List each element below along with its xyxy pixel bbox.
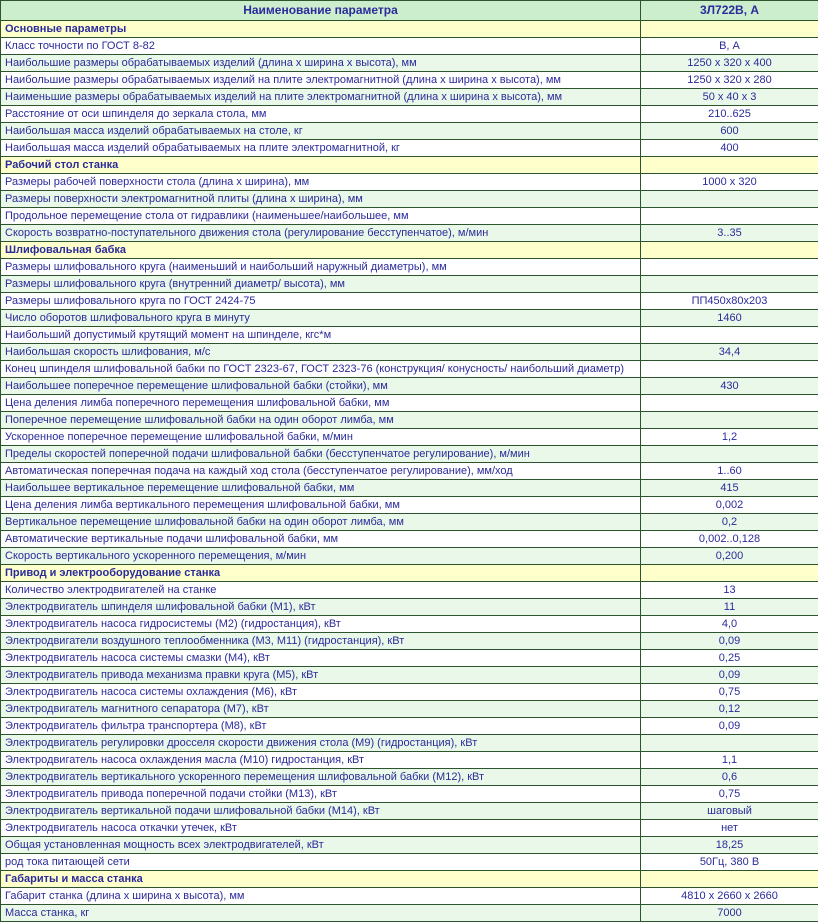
param-value-cell: 11: [641, 599, 818, 616]
param-value-cell: 50Гц, 380 В: [641, 854, 818, 871]
param-name-cell: Наибольшая масса изделий обрабатываемых на плите электромагнитной, кг: [1, 140, 641, 157]
param-name-cell: Размеры шлифовального круга (внутренний диаметр/ высота), мм: [1, 276, 641, 293]
param-name-cell: Габарит станка (длина х ширина х высота), мм: [1, 888, 641, 905]
param-name-cell: Электродвигатель насоса откачки утечек, кВт: [1, 820, 641, 837]
table-row: [1, 208, 818, 225]
param-value-cell: [641, 259, 818, 276]
param-name-cell: Электродвигатель регулировки дросселя скорости движения стола (М9) (гидростанция), кВт: [1, 735, 641, 752]
param-value-cell: 4810 х 2660 х 2660: [641, 888, 818, 905]
column-header-parameter-name: Наименование параметра: [1, 1, 641, 21]
param-value-cell: [641, 327, 818, 344]
table-row: [1, 463, 818, 480]
table-row: [1, 905, 818, 922]
table-row: [1, 514, 818, 531]
param-value-cell: 0,75: [641, 786, 818, 803]
param-value-cell: 0,6: [641, 769, 818, 786]
table-row: [1, 89, 818, 106]
specs-table-body: [1, 21, 818, 922]
param-name-cell: Класс точности по ГОСТ 8-82: [1, 38, 641, 55]
param-name-cell: Электродвигатель насоса системы смазки (М4), кВт: [1, 650, 641, 667]
specs-table-header: [1, 1, 818, 21]
param-value-cell: 34,4: [641, 344, 818, 361]
param-value-cell: 0,200: [641, 548, 818, 565]
param-name-cell: Размеры рабочей поверхности стола (длина х ширина), мм: [1, 174, 641, 191]
table-row: [1, 718, 818, 735]
param-value-cell: 0,002: [641, 497, 818, 514]
param-value-cell: ПП450х80х203: [641, 293, 818, 310]
table-row: [1, 735, 818, 752]
param-value-cell: 400: [641, 140, 818, 157]
table-row: [1, 854, 818, 871]
param-value-cell: 0,002..0,128: [641, 531, 818, 548]
param-name-cell: Размеры шлифовального круга (наименьший и наибольший наружный диаметры), мм: [1, 259, 641, 276]
param-name-cell: Наибольшая масса изделий обрабатываемых на столе, кг: [1, 123, 641, 140]
param-name-cell: Наибольший допустимый крутящий момент на шпинделе, кгс*м: [1, 327, 641, 344]
param-name-cell: Количество электродвигателей на станке: [1, 582, 641, 599]
param-value-cell: 0,09: [641, 633, 818, 650]
section-title: Основные параметры: [1, 21, 641, 38]
table-row: [1, 803, 818, 820]
param-value-cell: [641, 735, 818, 752]
param-value-cell: шаговый: [641, 803, 818, 820]
param-name-cell: Размеры шлифовального круга по ГОСТ 2424-75: [1, 293, 641, 310]
param-name-cell: Ускоренное поперечное перемещение шлифовальной бабки, м/мин: [1, 429, 641, 446]
param-name-cell: Наибольшая скорость шлифования, м/с: [1, 344, 641, 361]
param-value-cell: [641, 446, 818, 463]
param-name-cell: Размеры поверхности электромагнитной плиты (длина х ширина), мм: [1, 191, 641, 208]
param-name-cell: Вертикальное перемещение шлифовальной бабки на один оборот лимба, мм: [1, 514, 641, 531]
param-name-cell: Расстояние от оси шпинделя до зеркала стола, мм: [1, 106, 641, 123]
table-row: [1, 446, 818, 463]
param-value-cell: 1250 х 320 х 280: [641, 72, 818, 89]
table-row: [1, 616, 818, 633]
table-row: [1, 599, 818, 616]
param-name-cell: Наибольшие размеры обрабатываемых изделий (длина х ширина х высота), мм: [1, 55, 641, 72]
param-name-cell: Электродвигатель насоса гидросистемы (М2) (гидростанция), кВт: [1, 616, 641, 633]
param-name-cell: Цена деления лимба вертикального перемещения шлифовальной бабки, мм: [1, 497, 641, 514]
param-name-cell: Электродвигатель привода механизма правки круга (М5), кВт: [1, 667, 641, 684]
table-row: [1, 106, 818, 123]
param-name-cell: Наименьшие размеры обрабатываемых изделий на плите электромагнитной (длина х ширина х высота), мм: [1, 89, 641, 106]
param-name-cell: Поперечное перемещение шлифовальной бабки на один оборот лимба, мм: [1, 412, 641, 429]
section-title: Шлифовальная бабка: [1, 242, 641, 259]
param-name-cell: Скорость вертикального ускоренного перемещения, м/мин: [1, 548, 641, 565]
section-row: [1, 157, 818, 174]
param-value-cell: 430: [641, 378, 818, 395]
param-name-cell: Электродвигатель магнитного сепаратора (М7), кВт: [1, 701, 641, 718]
param-name-cell: Наибольшее вертикальное перемещение шлифовальной бабки, мм: [1, 480, 641, 497]
table-row: [1, 174, 818, 191]
section-row: [1, 242, 818, 259]
param-value-cell: 0,09: [641, 667, 818, 684]
table-row: [1, 480, 818, 497]
param-name-cell: Автоматические вертикальные подачи шлифовальной бабки, мм: [1, 531, 641, 548]
table-row: [1, 633, 818, 650]
table-row: [1, 225, 818, 242]
param-value-cell: [641, 191, 818, 208]
param-value-cell: 1,1: [641, 752, 818, 769]
table-row: [1, 837, 818, 854]
section-row: [1, 871, 818, 888]
param-name-cell: Электродвигатель вертикального ускоренного перемещения шлифовальной бабки (М12), кВт: [1, 769, 641, 786]
table-row: [1, 327, 818, 344]
table-row: [1, 752, 818, 769]
table-row: [1, 650, 818, 667]
param-name-cell: Электродвигатель насоса охлаждения масла (М10) гидростанция, кВт: [1, 752, 641, 769]
param-name-cell: род тока питающей сети: [1, 854, 641, 871]
table-row: [1, 344, 818, 361]
table-row: [1, 191, 818, 208]
param-value-cell: [641, 208, 818, 225]
section-title: Рабочий стол станка: [1, 157, 641, 174]
table-row: [1, 548, 818, 565]
param-value-cell: 13: [641, 582, 818, 599]
param-value-cell: 4,0: [641, 616, 818, 633]
table-row: [1, 701, 818, 718]
param-name-cell: Электродвигатель насоса системы охлаждения (М6), кВт: [1, 684, 641, 701]
param-name-cell: Электродвигатель привода поперечной подачи стойки (М13), кВт: [1, 786, 641, 803]
param-value-cell: 1460: [641, 310, 818, 327]
table-row: [1, 429, 818, 446]
section-title-spacer: [641, 871, 818, 888]
table-row: [1, 55, 818, 72]
table-row: [1, 684, 818, 701]
param-name-cell: Скорость возвратно-поступательного движения стола (регулирование бесступенчатое), м/мин: [1, 225, 641, 242]
table-row: [1, 38, 818, 55]
param-value-cell: 3..35: [641, 225, 818, 242]
param-value-cell: В, А: [641, 38, 818, 55]
header-row: [1, 1, 818, 21]
table-row: [1, 531, 818, 548]
table-row: [1, 888, 818, 905]
param-value-cell: 0,09: [641, 718, 818, 735]
param-value-cell: 415: [641, 480, 818, 497]
param-value-cell: 0,25: [641, 650, 818, 667]
param-value-cell: 210..625: [641, 106, 818, 123]
section-title-spacer: [641, 565, 818, 582]
section-title: Привод и электрооборудование станка: [1, 565, 641, 582]
table-row: [1, 140, 818, 157]
param-name-cell: Электродвигатель вертикальной подачи шлифовальной бабки (М14), кВт: [1, 803, 641, 820]
param-value-cell: 1000 х 320: [641, 174, 818, 191]
param-value-cell: 1250 х 320 х 400: [641, 55, 818, 72]
section-title: Габариты и масса станка: [1, 871, 641, 888]
table-row: [1, 310, 818, 327]
table-row: [1, 123, 818, 140]
section-row: [1, 565, 818, 582]
param-name-cell: Цена деления лимба поперечного перемещения шлифовальной бабки, мм: [1, 395, 641, 412]
param-name-cell: Автоматическая поперечная подача на каждый ход стола (бесступенчатое регулирование), мм/ход: [1, 463, 641, 480]
column-header-model: 3Л722В, А: [641, 1, 818, 21]
param-name-cell: Электродвигатель шпинделя шлифовальной бабки (М1), кВт: [1, 599, 641, 616]
param-name-cell: Наибольшее поперечное перемещение шлифовальной бабки (стойки), мм: [1, 378, 641, 395]
param-name-cell: Конец шпинделя шлифовальной бабки по ГОСТ 2323-67, ГОСТ 2323-76 (конструкция/ конусность/ наибольший диаметр): [1, 361, 641, 378]
param-name-cell: Продольное перемещение стола от гидравлики (наименьшее/наибольшее, мм: [1, 208, 641, 225]
table-row: [1, 293, 818, 310]
param-name-cell: Наибольшие размеры обрабатываемых изделий на плите электромагнитной (длина х ширина х высота), мм: [1, 72, 641, 89]
param-name-cell: Пределы скоростей поперечной подачи шлифовальной бабки (бесступенчатое регулирование), м/мин: [1, 446, 641, 463]
section-title-spacer: [641, 157, 818, 174]
param-name-cell: Электродвигатель фильтра транспортера (М8), кВт: [1, 718, 641, 735]
table-row: [1, 769, 818, 786]
param-name-cell: Общая установленная мощность всех электродвигателей, кВт: [1, 837, 641, 854]
param-value-cell: 0,12: [641, 701, 818, 718]
param-value-cell: 0,75: [641, 684, 818, 701]
table-row: [1, 361, 818, 378]
table-row: [1, 259, 818, 276]
table-row: [1, 412, 818, 429]
table-row: [1, 72, 818, 89]
param-value-cell: 18,25: [641, 837, 818, 854]
param-value-cell: нет: [641, 820, 818, 837]
param-name-cell: Электродвигатели воздушного теплообменника (М3, М11) (гидростанция), кВт: [1, 633, 641, 650]
param-value-cell: 50 х 40 х 3: [641, 89, 818, 106]
param-value-cell: 600: [641, 123, 818, 140]
param-value-cell: 7000: [641, 905, 818, 922]
table-row: [1, 820, 818, 837]
table-row: [1, 395, 818, 412]
table-row: [1, 582, 818, 599]
param-value-cell: 0,2: [641, 514, 818, 531]
table-row: [1, 667, 818, 684]
param-value-cell: 1,2: [641, 429, 818, 446]
param-value-cell: [641, 361, 818, 378]
section-title-spacer: [641, 21, 818, 38]
param-value-cell: [641, 412, 818, 429]
param-value-cell: [641, 395, 818, 412]
param-name-cell: Число оборотов шлифовального круга в минуту: [1, 310, 641, 327]
table-row: [1, 497, 818, 514]
section-title-spacer: [641, 242, 818, 259]
section-row: [1, 21, 818, 38]
param-value-cell: [641, 276, 818, 293]
param-name-cell: Масса станка, кг: [1, 905, 641, 922]
table-row: [1, 786, 818, 803]
table-row: [1, 378, 818, 395]
param-value-cell: 1..60: [641, 463, 818, 480]
table-row: [1, 276, 818, 293]
